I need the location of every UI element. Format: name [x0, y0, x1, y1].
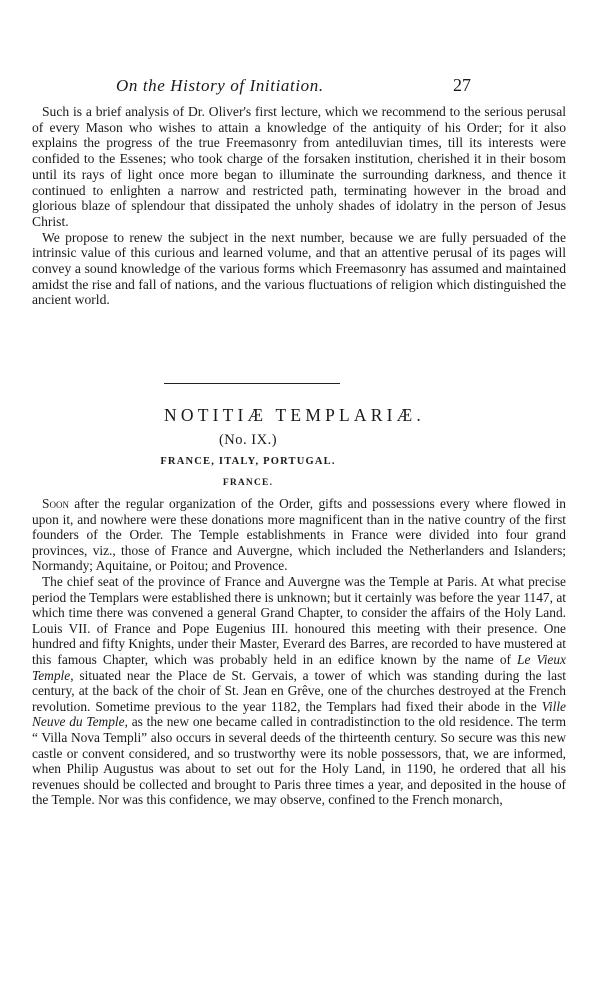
running-title: On the History of Initiation.: [116, 76, 324, 95]
section-title: NOTITIÆ TEMPLARIÆ.: [164, 405, 425, 425]
running-head: [0, 76, 589, 98]
intro-text: [32, 104, 566, 308]
article-paragraph-2: [32, 574, 566, 808]
article-paragraph-1: [32, 496, 566, 574]
intro-paragraph-1: Such is a brief analysis of Dr. Oliver's first lecture, which we recommend to the serious perusal of every Mason who wishes to attain a knowledge of the antiquity of his Order; for it also explains the progress of the true Freemasonry from antediluvian times, till its interests were confided to the Essenes; who took charge of the forsaken institution, cherished it in their bosom until its rays of light once more began to illuminate the surrounding darkness, and thence it continued to enlighten a narrow and restricted path, terminating however in the broad and glorious blaze of splendour that dissipated the unholy shades of idolatry in the person of Jesus Christ.: [32, 104, 566, 229]
section-number: (No. IX.): [218, 432, 278, 448]
section-countries: FRANCE, ITALY, PORTUGAL.: [160, 456, 336, 467]
article-paragraph-2-part-a: The chief seat of the province of France and Auvergne was the Temple at Paris. At what precise period the Templars were established there is unknown; but it certainly was before the year 1147, at which time there was convened a general Grand Chapter, to consider the affairs of the Holy Land. Louis VII. of France and Pope Eugenius III. honoured this meeting with their presence. One hundred and fifty Knights, under their Master, Everard des Barres, are recorded to have mustered at this famous Chapter, which was probably held in an edifice known by the name of: [32, 573, 566, 667]
section-divider: [164, 383, 340, 384]
article-paragraph-1-body: after the regular organization of the Order, gifts and possessions every where flowed in upon it, and nowhere were these donations more magnificent than in the native country of the first founders of the Order. The Temple establishments in France were divided into four grand provinces, viz., those of France and Auvergne, which included the Netherlanders and Islanders; Normandy; Aquitaine, or Poitou; and Provence.: [32, 496, 566, 574]
article-paragraph-2-part-b: , situated near the Place de St. Gervais, a tower of which was standing during the last century, at the back of the choir of St. Jean en Grêve, one of the churches destroyed at the French revolution. Sometime previous to the year 1182, the Templars had fixed their abode in the: [32, 667, 566, 714]
intro-paragraph-2: We propose to renew the subject in the next number, because we are fully persuaded of the intrinsic value of this curious and learned volume, and that an attentive perusal of its pages will convey a sound knowledge of the various forms which Freemasonry has assumed and maintained amidst the rise and fall of nations, and the various fluctuations of religion which distinguished the ancient world.: [32, 229, 566, 308]
page-number: 27: [453, 75, 471, 95]
place-name-ville-neuve: Ville Neuve du Temple: [32, 698, 566, 730]
lead-word: Soon: [42, 496, 69, 511]
article-paragraph-2-part-c: , as the new one became called in contradistinction to the old residence. The term “ Villa Nova Templi” also occurs in several deeds of the thirteenth century. So secure was this new castle or convent considered, and so trustworthy were its noble possessors, that, we are informed, when Philip Augustus was about to set out for the Holy Land, in 1190, he ordered that all his revenues should be collected and brought to Paris three times a year, and deposited in the house of the Temple. Nor was this confidence, we may observe, confined to the French monarch,: [32, 714, 566, 808]
section-subheading: FRANCE.: [222, 478, 274, 488]
place-name-vieux-temple: Le Vieux Temple: [32, 651, 566, 683]
article-text: [32, 496, 566, 808]
